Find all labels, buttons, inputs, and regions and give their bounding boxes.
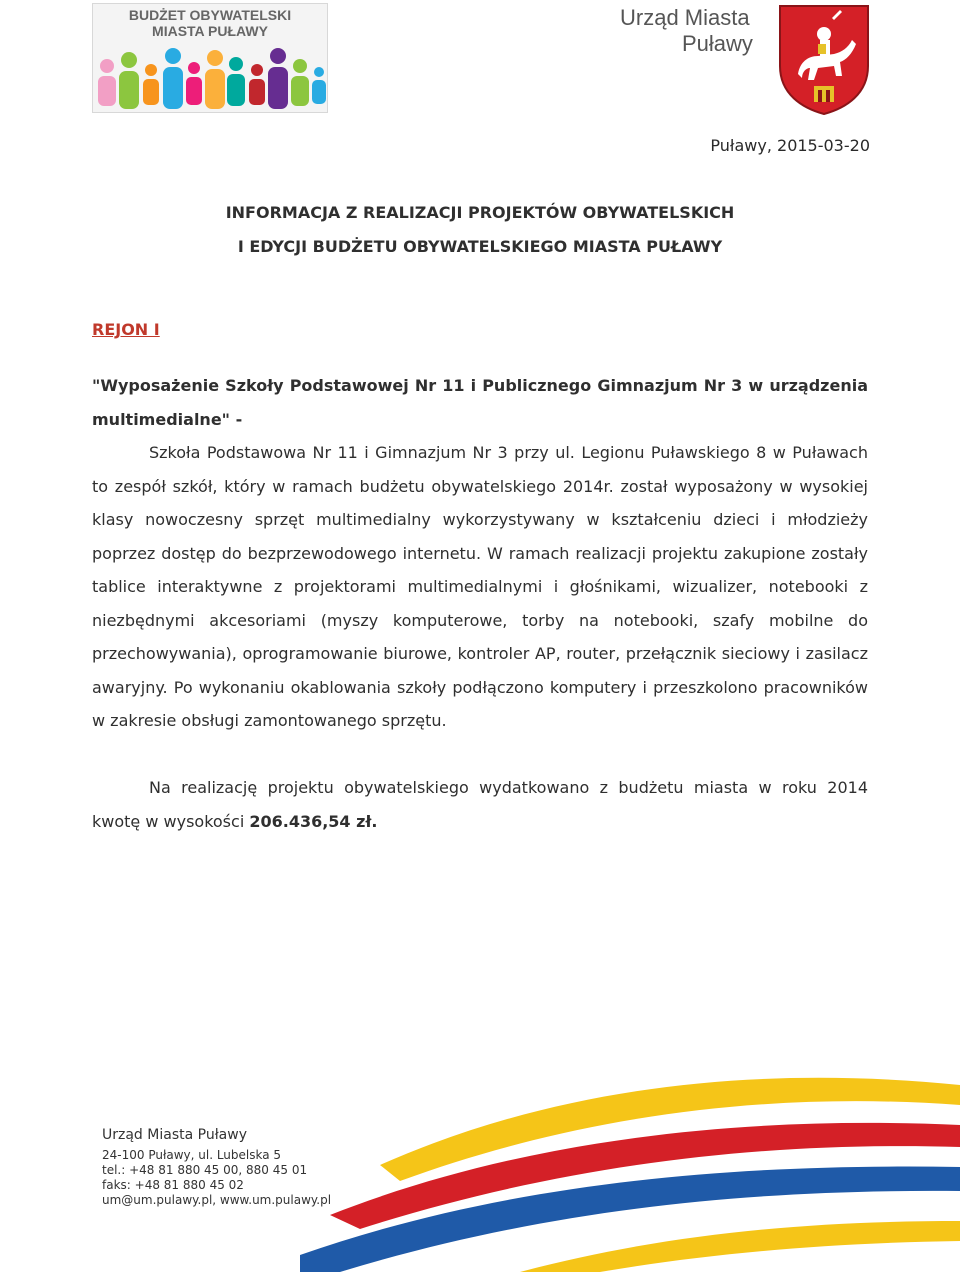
funding-text: Na realizację projektu obywatelskiego wydatkowano z budżetu miasta w roku 2014 kwotę w wysokości bbox=[92, 778, 868, 831]
footer-phone: tel.: +48 81 880 45 00, 880 45 01 bbox=[102, 1163, 308, 1177]
coat-of-arms-icon bbox=[778, 4, 870, 116]
city-office-name bbox=[620, 5, 770, 57]
city-name-line2: Puławy bbox=[682, 31, 753, 56]
document-date: Puławy, 2015-03-20 bbox=[710, 136, 870, 155]
project-description-paragraph: Szkoła Podstawowa Nr 11 i Gimnazjum Nr 3 przy ul. Legionu Puławskiego 8 w Puławach to zespół szkół, który w ramach budżetu obywatelskiego 2014r. został wyposażony w wysokiej klasy nowoczesny sprzęt multimedialny wykorzystywany w kształceniu dzieci i młodzieży poprzez dostęp do bezprzewodowego internetu. W ramach realizacji projektu zakupione zostały tablice interaktywne z projektorami multimedialnymi i głośnikami, wizualizer, notebooki z niezbędnymi akcesoriami (myszy komputerowe, torby na notebooki, szafy mobilne do przechowywania), oprogramowanie biurowe, kontroler AP, router, przełącznik sieciowy i zasilacz awaryjny. Po wykonaniu okablowania szkoły podłączono komputery i przeszkolono pracowników w zakresie obsługi zamontowanego sprzętu. bbox=[92, 443, 868, 730]
footer-address: 24-100 Puławy, ul. Lubelska 5 bbox=[102, 1148, 282, 1162]
logo-title bbox=[93, 7, 327, 39]
project-title: "Wyposażenie Szkoły Podstawowej Nr 11 i Publicznego Gimnazjum Nr 3 w urządzenia multimedialne" - bbox=[92, 376, 868, 429]
footer-fax: faks: +48 81 880 45 02 bbox=[102, 1178, 244, 1192]
footer-office-name: Urząd Miasta Puławy bbox=[102, 1127, 247, 1143]
logo-title-line1: BUDŻET OBYWATELSKI bbox=[128, 7, 292, 23]
document-title-line2: I EDYCJI BUDŻETU OBYWATELSKIEGO MIASTA PUŁAWY bbox=[237, 237, 723, 256]
document-title-line1: INFORMACJA Z REALIZACJI PROJEKTÓW OBYWATELSKICH bbox=[225, 203, 735, 222]
footer-email-web: um@um.pulawy.pl, www.um.pulawy.pl bbox=[102, 1193, 332, 1207]
logo-title-line2: MIASTA PUŁAWY bbox=[152, 23, 268, 39]
city-name-line1: Urząd Miasta bbox=[620, 5, 750, 30]
budzet-obywatelski-logo bbox=[92, 3, 328, 113]
funding-amount: 206.436,54 zł. bbox=[249, 811, 378, 831]
region-heading: REJON I bbox=[92, 320, 160, 339]
funding-paragraph bbox=[92, 771, 868, 838]
